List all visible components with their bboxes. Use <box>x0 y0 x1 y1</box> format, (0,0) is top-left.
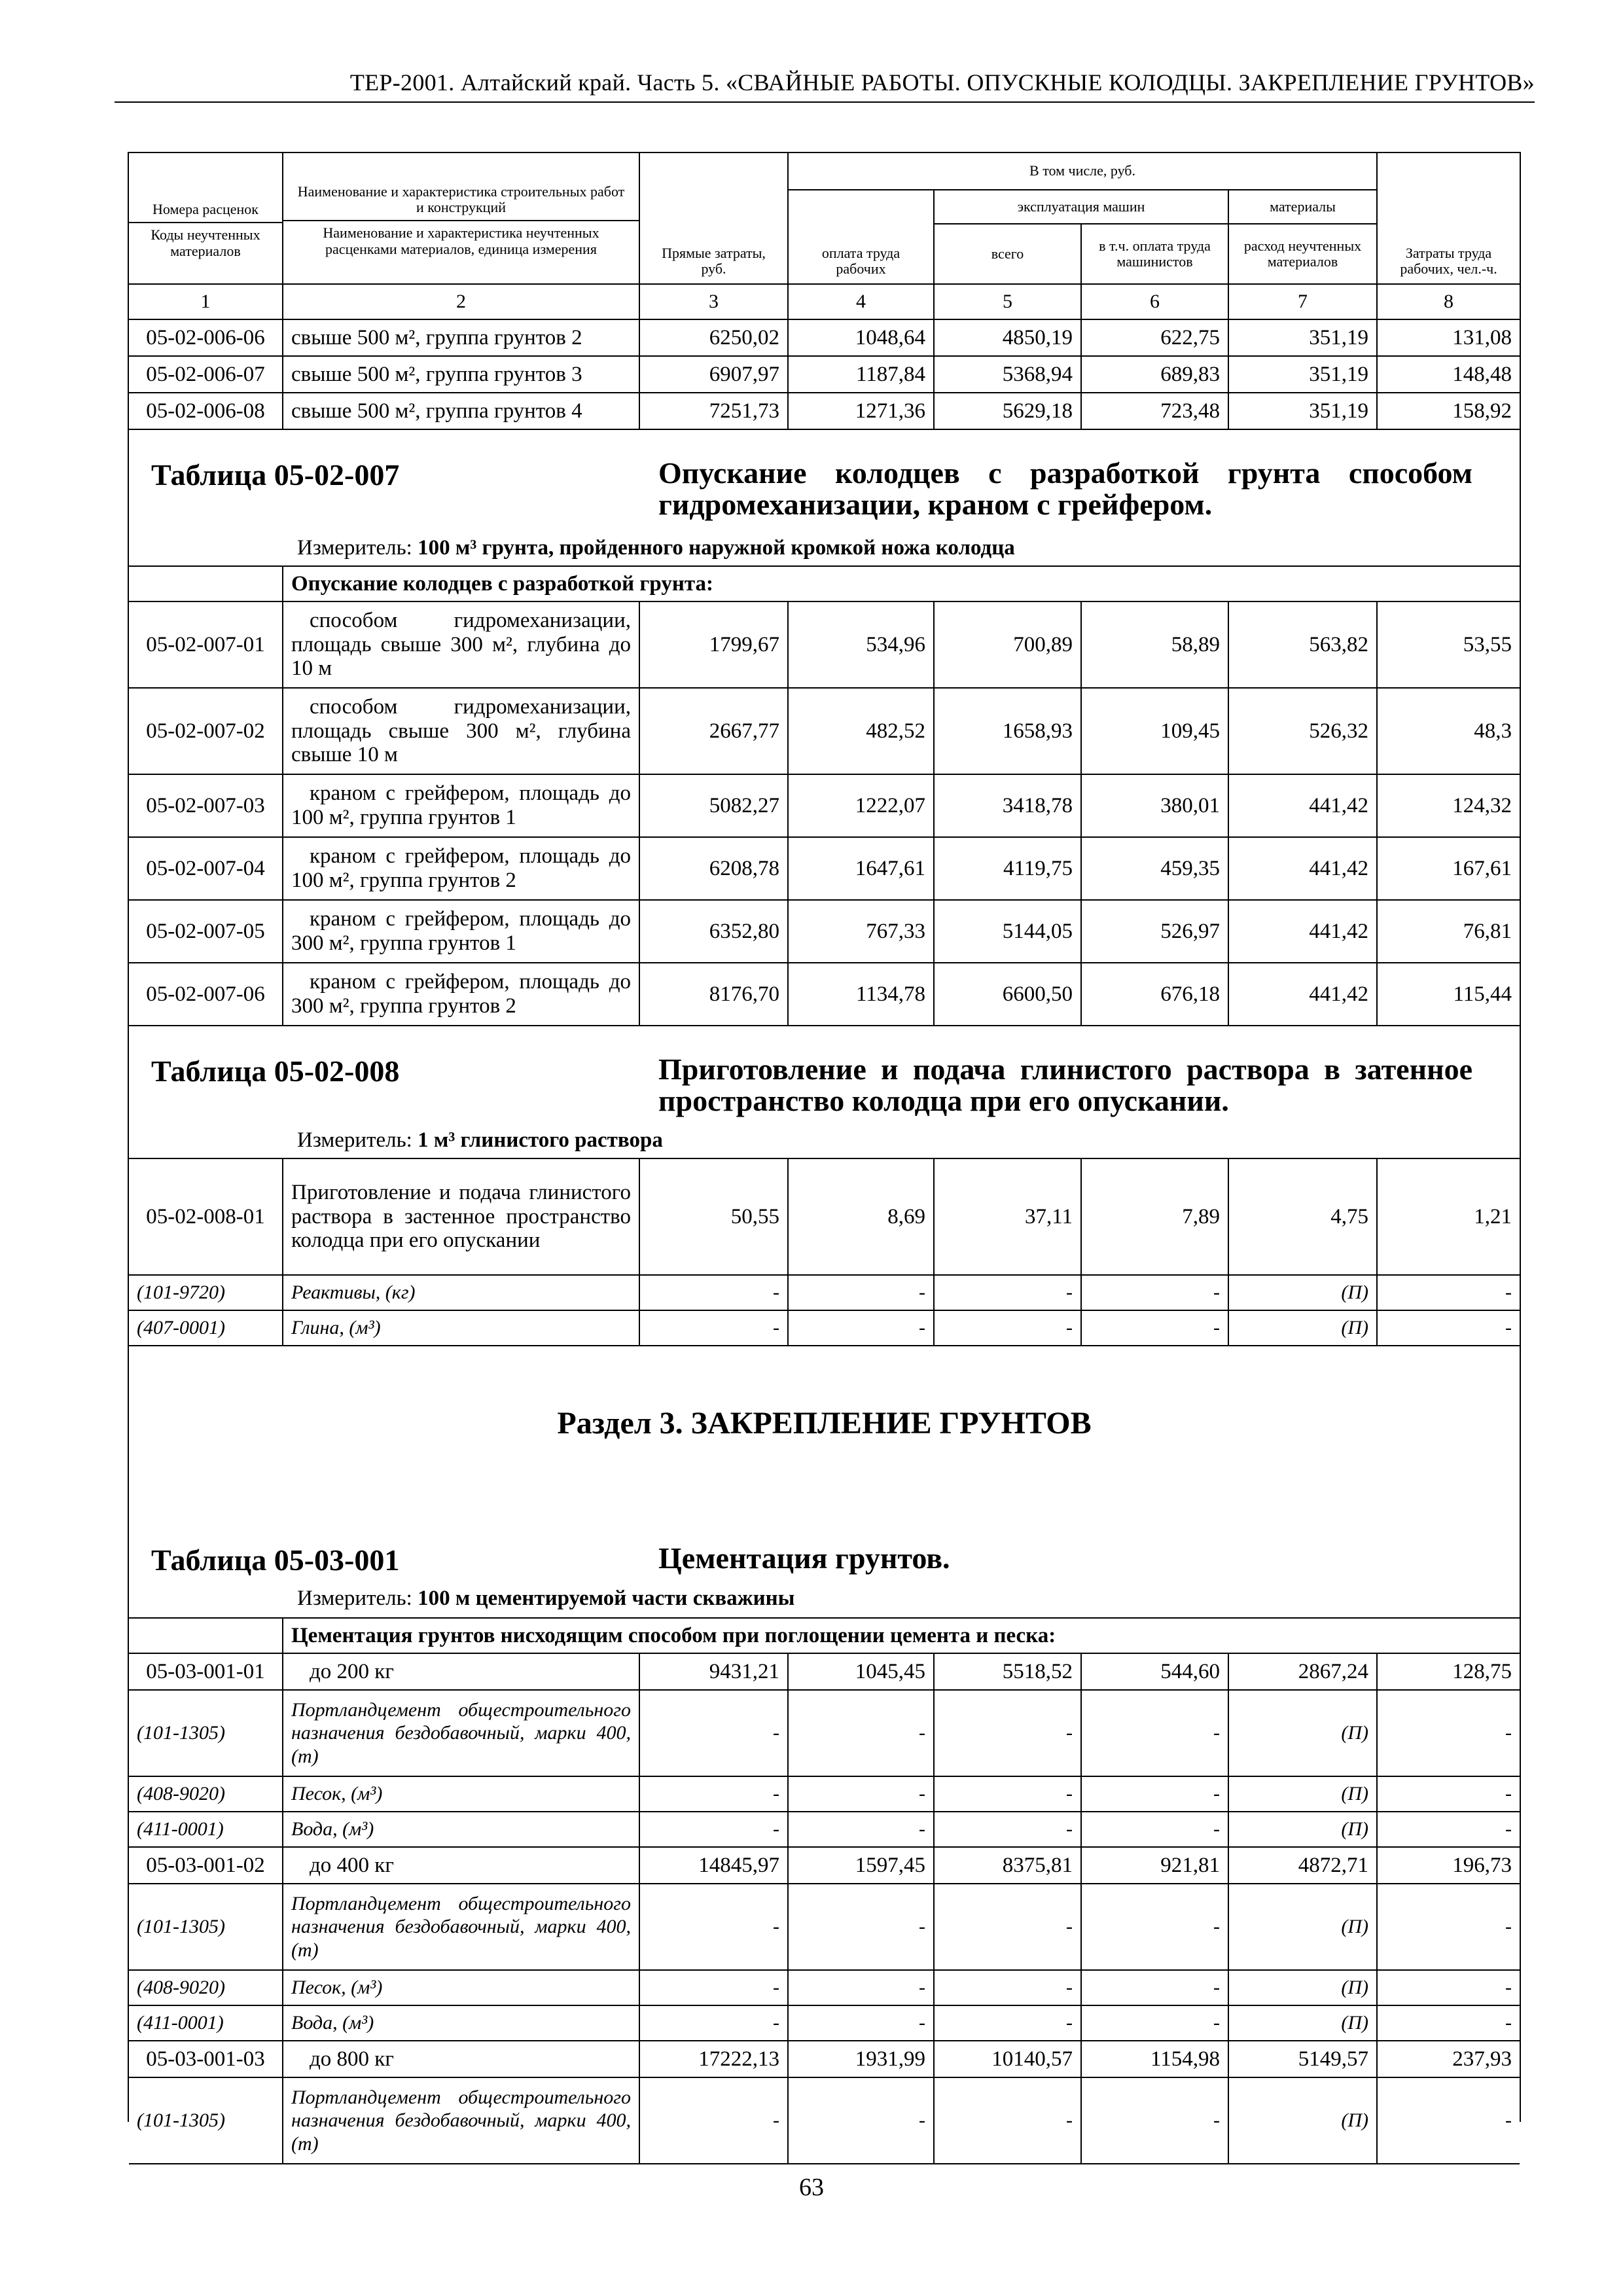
subheader-row <box>129 566 1520 601</box>
rate-value: - <box>1081 1275 1228 1310</box>
material-value: - <box>1081 1812 1228 1847</box>
rate-value: 5144,05 <box>934 900 1081 963</box>
rate-value: 196,73 <box>1377 1847 1520 1884</box>
material-value: - <box>1081 1884 1228 1970</box>
table-row <box>129 1158 1520 1275</box>
rate-code: 05-02-007-03 <box>129 774 283 837</box>
header-materials: материалы <box>1228 190 1377 224</box>
rate-value: 158,92 <box>1377 393 1520 429</box>
material-value: - <box>788 1970 934 2005</box>
header-codes: Коды неучтенных материалов <box>129 222 282 264</box>
rate-value: - <box>639 1310 788 1346</box>
rate-value: 1799,67 <box>639 601 788 688</box>
table-title-row <box>129 1026 1520 1158</box>
section-title: Раздел 3. ЗАКРЕПЛЕНИЕ ГРУНТОВ <box>557 1406 1092 1441</box>
rate-value: 459,35 <box>1081 837 1228 900</box>
rate-code: (407-0001) <box>129 1310 283 1346</box>
measure-unit-label: Измеритель: <box>297 1128 412 1152</box>
rate-value: - <box>1081 1310 1228 1346</box>
material-value: - <box>639 2077 788 2164</box>
rate-code: 05-02-008-01 <box>129 1158 283 1275</box>
table-number: Таблица 05-02-007 <box>151 458 400 492</box>
section-row <box>129 1346 1520 1618</box>
rate-value: 48,3 <box>1377 688 1520 774</box>
material-value: - <box>1377 1884 1520 1970</box>
rate-name: Приготовление и подача глинистого раствора в застенное пространство колодца при его опускании <box>283 1158 639 1275</box>
material-value: - <box>1081 2005 1228 2041</box>
rate-value: 1045,45 <box>788 1653 934 1690</box>
header-labor-cost: Затраты труда рабочих, чел.-ч. <box>1377 152 1520 284</box>
rate-value: 53,55 <box>1377 601 1520 688</box>
rate-value: 441,42 <box>1228 774 1377 837</box>
rate-value: - <box>788 1310 934 1346</box>
measure-unit <box>297 536 1015 560</box>
table-row <box>129 963 1520 1026</box>
rate-value: 10140,57 <box>934 2041 1081 2077</box>
material-code: (408-9020) <box>129 1776 283 1812</box>
rate-value: 4,75 <box>1228 1158 1377 1275</box>
material-name: Портландцемент общестроительного назначения бездобавочный, марки 400, (т) <box>283 1690 639 1776</box>
material-value: - <box>934 1690 1081 1776</box>
rates-table-body <box>129 152 1520 2164</box>
measure-unit <box>297 1128 663 1153</box>
measure-unit-label: Измеритель: <box>297 536 412 560</box>
rate-code: 05-02-007-04 <box>129 837 283 900</box>
material-value: - <box>639 1812 788 1847</box>
rate-name: свыше 500 м², группа грунтов 2 <box>283 319 639 356</box>
rate-value: 37,11 <box>934 1158 1081 1275</box>
rate-value: 351,19 <box>1228 319 1377 356</box>
column-number: 6 <box>1081 284 1228 319</box>
material-value: - <box>934 2005 1081 2041</box>
rate-value: 131,08 <box>1377 319 1520 356</box>
material-code: (101-1305) <box>129 1884 283 1970</box>
column-number: 7 <box>1228 284 1377 319</box>
table-title-box <box>137 431 1512 564</box>
rate-value: 1647,61 <box>788 837 934 900</box>
rate-value: 1222,07 <box>788 774 934 837</box>
page-number: 63 <box>799 2174 824 2201</box>
column-number: 8 <box>1377 284 1520 319</box>
table-title: Цементация грунтов. <box>658 1541 950 1575</box>
rate-value: 4850,19 <box>934 319 1081 356</box>
material-value: - <box>1377 1776 1520 1812</box>
rate-value: 1048,64 <box>788 319 934 356</box>
table-row <box>129 601 1520 688</box>
material-value: - <box>934 1776 1081 1812</box>
rate-value: 2667,77 <box>639 688 788 774</box>
material-value: - <box>639 1776 788 1812</box>
rate-name: краном с грейфером, площадь до 300 м², группа грунтов 1 <box>283 900 639 963</box>
material-code: (101-1305) <box>129 2077 283 2164</box>
rate-name: способом гидромеханизации, площадь свыше 300 м², глубина до 10 м <box>283 601 639 688</box>
header-direct: Прямые затраты, руб. <box>639 152 788 284</box>
material-value: - <box>788 1884 934 1970</box>
measure-unit <box>297 1587 794 1611</box>
rate-value: 1931,99 <box>788 2041 934 2077</box>
rate-name: способом гидромеханизации, площадь свыше 300 м², глубина свыше 10 м <box>283 688 639 774</box>
rate-code: 05-02-006-07 <box>129 356 283 393</box>
material-row <box>129 1812 1520 1847</box>
material-row <box>129 2005 1520 2041</box>
rate-value: 6250,02 <box>639 319 788 356</box>
rate-value: (П) <box>1228 1310 1377 1346</box>
section-box <box>137 1348 1512 1616</box>
header-incl: В том числе, руб. <box>788 152 1377 190</box>
table-row <box>129 837 1520 900</box>
header-rates-number: Номера расценок <box>152 201 259 218</box>
rate-value: 534,96 <box>788 601 934 688</box>
material-value: - <box>788 2077 934 2164</box>
column-number: 5 <box>934 284 1081 319</box>
table-row <box>129 1653 1520 1690</box>
rate-code: 05-03-001-02 <box>129 1847 283 1884</box>
rate-value: 3418,78 <box>934 774 1081 837</box>
material-code: (411-0001) <box>129 1812 283 1847</box>
rate-value: 700,89 <box>934 601 1081 688</box>
header-mat-name: Наименование и характеристика неучтенных расценками материалов, единица измерения <box>283 220 639 262</box>
rate-name: краном с грейфером, площадь до 300 м², группа грунтов 2 <box>283 963 639 1026</box>
header-total: всего <box>934 224 1081 284</box>
material-row <box>129 1884 1520 1970</box>
rate-code: 05-02-007-01 <box>129 601 283 688</box>
rate-code: 05-03-001-01 <box>129 1653 283 1690</box>
measure-unit-value: 100 м цементируемой части скважины <box>418 1587 795 1610</box>
rate-value: 4872,71 <box>1228 1847 1377 1884</box>
rate-value: 124,32 <box>1377 774 1520 837</box>
rate-value: 7251,73 <box>639 393 788 429</box>
table-row <box>129 900 1520 963</box>
column-number: 1 <box>129 284 283 319</box>
material-name: Портландцемент общестроительного назначения бездобавочный, марки 400, (т) <box>283 1884 639 1970</box>
rate-code: 05-02-006-06 <box>129 319 283 356</box>
rate-name: Глина, (м³) <box>283 1310 639 1346</box>
material-row <box>129 1776 1520 1812</box>
rate-value: 1134,78 <box>788 963 934 1026</box>
material-value: - <box>788 1776 934 1812</box>
subheader-text: Цементация грунтов нисходящим способом при поглощении цемента и песка: <box>283 1618 1520 1653</box>
section-cell <box>129 1346 1520 1618</box>
rate-value: 9431,21 <box>639 1653 788 1690</box>
material-value: (П) <box>1228 1776 1377 1812</box>
table-title: Приготовление и подача глинистого раствора в затенное пространство колодца при его опускании. <box>658 1052 1473 1118</box>
rate-name: Реактивы, (кг) <box>283 1275 639 1310</box>
material-value: - <box>639 2005 788 2041</box>
material-name: Вода, (м³) <box>283 1812 639 1847</box>
material-value: - <box>1081 2077 1228 2164</box>
running-header: ТЕР-2001. Алтайский край. Часть 5. «СВАЙНЫЕ РАБОТЫ. ОПУСКНЫЕ КОЛОДЦЫ. ЗАКРЕПЛЕНИЕ ГРУНТОВ» <box>115 69 1535 103</box>
table-title-cell <box>129 429 1520 566</box>
material-code: (408-9020) <box>129 1970 283 2005</box>
rate-value: 58,89 <box>1081 601 1228 688</box>
table-number: Таблица 05-03-001 <box>151 1543 400 1577</box>
table-title-box <box>137 1028 1512 1157</box>
material-code: (101-1305) <box>129 1690 283 1776</box>
rate-value: - <box>788 1275 934 1310</box>
rate-value: 50,55 <box>639 1158 788 1275</box>
rate-value: 526,32 <box>1228 688 1377 774</box>
subheader-text: Опускание колодцев с разработкой грунта: <box>283 566 1520 601</box>
rate-name: до 800 кг <box>283 2041 639 2077</box>
material-value: - <box>1377 2077 1520 2164</box>
material-value: - <box>1377 2005 1520 2041</box>
measure-unit-value: 100 м³ грунта, пройденного наружной кромкой ножа колодца <box>418 536 1015 560</box>
table-title: Опускание колодцев с разработкой грунта способом гидромеханизации, краном с грейфером. <box>658 456 1473 522</box>
rate-value: 5149,57 <box>1228 2041 1377 2077</box>
rate-value: 6352,80 <box>639 900 788 963</box>
rate-code: 05-02-007-05 <box>129 900 283 963</box>
table-row <box>129 2041 1520 2077</box>
table-number: Таблица 05-02-008 <box>151 1054 400 1088</box>
rate-name: краном с грейфером, площадь до 100 м², группа грунтов 2 <box>283 837 639 900</box>
rate-value: 676,18 <box>1081 963 1228 1026</box>
material-value: - <box>788 1690 934 1776</box>
subheader-empty <box>129 566 283 601</box>
column-number: 4 <box>788 284 934 319</box>
rate-name: краном с грейфером, площадь до 100 м², группа грунтов 1 <box>283 774 639 837</box>
material-name: Песок, (м³) <box>283 1970 639 2005</box>
material-value: (П) <box>1228 1812 1377 1847</box>
rate-value: 115,44 <box>1377 963 1520 1026</box>
material-value: (П) <box>1228 1690 1377 1776</box>
rate-value: 482,52 <box>788 688 934 774</box>
rate-value: 8375,81 <box>934 1847 1081 1884</box>
rate-value: 563,82 <box>1228 601 1377 688</box>
rate-value: 1187,84 <box>788 356 934 393</box>
table-row <box>129 393 1520 429</box>
rate-value: 767,33 <box>788 900 934 963</box>
table-row <box>129 356 1520 393</box>
rate-value: 17222,13 <box>639 2041 788 2077</box>
rate-value: 109,45 <box>1081 688 1228 774</box>
header-work-name: Наименование и характеристика строительных работ и конструкций <box>297 183 625 216</box>
rate-value: 441,42 <box>1228 963 1377 1026</box>
material-value: - <box>788 1812 934 1847</box>
table-row <box>129 688 1520 774</box>
rate-name: до 400 кг <box>283 1847 639 1884</box>
rate-value: (П) <box>1228 1275 1377 1310</box>
table-title-cell <box>129 1026 1520 1158</box>
rate-value: 351,19 <box>1228 356 1377 393</box>
material-value: - <box>639 1690 788 1776</box>
rates-table-frame <box>128 152 1521 2155</box>
rate-value: - <box>1377 1310 1520 1346</box>
rate-value: 148,48 <box>1377 356 1520 393</box>
rate-value: 351,19 <box>1228 393 1377 429</box>
material-value: - <box>934 1970 1081 2005</box>
rate-value: 1658,93 <box>934 688 1081 774</box>
material-value: - <box>1081 1690 1228 1776</box>
column-numbers-row <box>129 284 1520 319</box>
rate-value: 1271,36 <box>788 393 934 429</box>
rate-value: 128,75 <box>1377 1653 1520 1690</box>
rate-value: 237,93 <box>1377 2041 1520 2077</box>
rate-value: 1,21 <box>1377 1158 1520 1275</box>
material-value: (П) <box>1228 1884 1377 1970</box>
rate-value: 622,75 <box>1081 319 1228 356</box>
rate-value: 5368,94 <box>934 356 1081 393</box>
rate-value: - <box>934 1275 1081 1310</box>
rate-value: 441,42 <box>1228 900 1377 963</box>
rate-value: 2867,24 <box>1228 1653 1377 1690</box>
rate-value: 4119,75 <box>934 837 1081 900</box>
material-code: (411-0001) <box>129 2005 283 2041</box>
header-names <box>283 152 639 284</box>
material-value: (П) <box>1228 2077 1377 2164</box>
header-mat-use: расход неучтенных материалов <box>1228 224 1377 284</box>
rate-value: 6907,97 <box>639 356 788 393</box>
rate-code: 05-02-007-02 <box>129 688 283 774</box>
rate-value: 544,60 <box>1081 1653 1228 1690</box>
rate-code: 05-03-001-03 <box>129 2041 283 2077</box>
rate-value: 5082,27 <box>639 774 788 837</box>
rate-value: 1154,98 <box>1081 2041 1228 2077</box>
rate-value: 526,97 <box>1081 900 1228 963</box>
rate-code: 05-02-007-06 <box>129 963 283 1026</box>
material-value: (П) <box>1228 2005 1377 2041</box>
material-value: - <box>1377 1970 1520 2005</box>
material-name: Песок, (м³) <box>283 1776 639 1812</box>
rate-value: 380,01 <box>1081 774 1228 837</box>
material-value: (П) <box>1228 1970 1377 2005</box>
material-value: - <box>1081 1970 1228 2005</box>
subheader-row <box>129 1618 1520 1653</box>
table-row <box>129 319 1520 356</box>
rate-name: свыше 500 м², группа грунтов 3 <box>283 356 639 393</box>
column-number: 3 <box>639 284 788 319</box>
material-value: - <box>788 2005 934 2041</box>
material-value: - <box>934 1812 1081 1847</box>
rate-value: 7,89 <box>1081 1158 1228 1275</box>
rate-value: - <box>934 1310 1081 1346</box>
measure-unit-label: Измеритель: <box>297 1587 412 1610</box>
rate-code: 05-02-006-08 <box>129 393 283 429</box>
rate-value: 5518,52 <box>934 1653 1081 1690</box>
header-labor-pay: оплата труда рабочих <box>788 190 934 284</box>
table-title-row <box>129 429 1520 566</box>
table-row <box>129 1310 1520 1346</box>
rate-value: 6600,50 <box>934 963 1081 1026</box>
rate-value: 76,81 <box>1377 900 1520 963</box>
rate-value: - <box>1377 1275 1520 1310</box>
rate-value: 8176,70 <box>639 963 788 1026</box>
rate-value: 5629,18 <box>934 393 1081 429</box>
material-value: - <box>934 1884 1081 1970</box>
rate-code: (101-9720) <box>129 1275 283 1310</box>
rates-table <box>129 152 1520 2164</box>
subheader-empty <box>129 1618 283 1653</box>
material-value: - <box>1377 1812 1520 1847</box>
material-value: - <box>639 1970 788 2005</box>
table-row <box>129 1847 1520 1884</box>
rate-value: 441,42 <box>1228 837 1377 900</box>
material-row <box>129 1970 1520 2005</box>
rate-value: - <box>639 1275 788 1310</box>
material-row <box>129 1690 1520 1776</box>
material-value: - <box>1377 1690 1520 1776</box>
material-value: - <box>1081 1776 1228 1812</box>
header-machines: эксплуатация машин <box>934 190 1228 224</box>
rate-value: 689,83 <box>1081 356 1228 393</box>
rate-value: 921,81 <box>1081 1847 1228 1884</box>
material-value: - <box>639 1884 788 1970</box>
material-name: Вода, (м³) <box>283 2005 639 2041</box>
rate-value: 6208,78 <box>639 837 788 900</box>
rate-value: 14845,97 <box>639 1847 788 1884</box>
rate-value: 167,61 <box>1377 837 1520 900</box>
measure-unit-value: 1 м³ глинистого раствора <box>418 1128 663 1152</box>
rate-value: 8,69 <box>788 1158 934 1275</box>
table-row <box>129 1275 1520 1310</box>
rate-value: 723,48 <box>1081 393 1228 429</box>
table-header-row <box>129 152 1520 190</box>
rate-value: 1597,45 <box>788 1847 934 1884</box>
column-number: 2 <box>283 284 639 319</box>
material-row <box>129 2077 1520 2164</box>
rate-name: свыше 500 м², группа грунтов 4 <box>283 393 639 429</box>
material-name: Портландцемент общестроительного назначения бездобавочный, марки 400, (т) <box>283 2077 639 2164</box>
header-rates-codes <box>129 152 283 284</box>
table-row <box>129 774 1520 837</box>
header-incl-machinists: в т.ч. оплата труда машинистов <box>1081 224 1228 284</box>
material-value: - <box>934 2077 1081 2164</box>
rate-name: до 200 кг <box>283 1653 639 1690</box>
